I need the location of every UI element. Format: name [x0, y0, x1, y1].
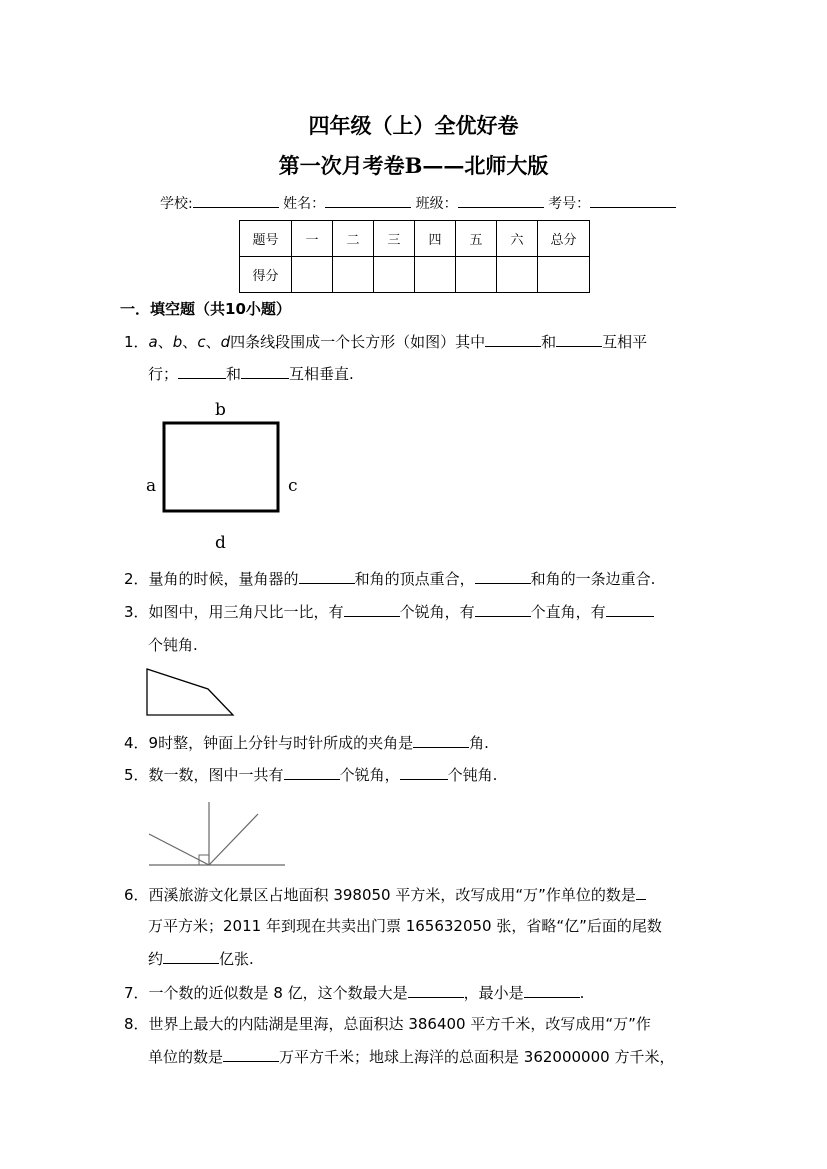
score-header-cell: 一 — [292, 221, 333, 257]
separator: 、 — [157, 333, 173, 351]
question-7 — [124, 981, 584, 1004]
question-text: 亿张. — [219, 950, 254, 968]
question-3-line-2 — [124, 634, 198, 656]
question-text: 约 — [148, 950, 164, 968]
label-a: a — [146, 476, 157, 496]
left-ray — [149, 834, 209, 865]
question-text: 量角的时候，量角器的 — [148, 570, 299, 588]
question-number: 7． — [124, 984, 149, 1002]
question-text: 9时整，钟面上分针与时针所成的夹角是 — [148, 734, 414, 752]
question-text: 和角的一条边重合. — [530, 570, 656, 588]
score-header-cell: 题号 — [240, 221, 292, 257]
trapezoid-figure — [140, 665, 250, 720]
question-text: 数一数，图中一共有 — [148, 766, 284, 784]
var-c: c — [197, 333, 206, 351]
question-1-line-2 — [124, 362, 354, 385]
question-text: 个锐角， — [339, 766, 400, 784]
exam-title: 四年级（上）全优好卷 — [308, 113, 519, 138]
answer-blank[interactable] — [163, 947, 219, 964]
answer-blank[interactable] — [606, 600, 654, 617]
answer-blank[interactable] — [241, 362, 289, 379]
score-table — [239, 220, 590, 293]
question-number: 4． — [124, 734, 149, 752]
answer-blank[interactable] — [344, 600, 400, 617]
score-cell[interactable] — [497, 257, 538, 293]
score-cell[interactable] — [333, 257, 374, 293]
class-blank[interactable] — [458, 193, 544, 208]
question-text: 个钝角. — [148, 636, 198, 654]
score-header-cell: 总分 — [538, 221, 590, 257]
score-header-cell: 四 — [415, 221, 456, 257]
answer-blank[interactable] — [556, 330, 602, 347]
question-text: 单位的数是 — [148, 1048, 224, 1066]
question-text: . — [579, 984, 585, 1002]
question-4 — [124, 731, 489, 754]
question-number: 1． — [124, 333, 149, 351]
question-text: 一个数的近似数是 8 亿，这个数最大是 — [148, 984, 408, 1002]
question-number: 8． — [124, 1015, 149, 1033]
rectangle-shape — [164, 423, 278, 511]
question-8-line-2 — [124, 1045, 674, 1068]
question-text: 西溪旅游文化景区占地面积 398050 平方米，改写成用“万”作单位的数是 — [148, 886, 636, 904]
score-cell[interactable] — [292, 257, 333, 293]
student-info-line — [160, 193, 676, 213]
question-6-line-3 — [124, 947, 254, 970]
question-text: 如图中，用三角尺比一比，有 — [148, 603, 344, 621]
question-number: 6． — [124, 886, 149, 904]
score-header-cell: 六 — [497, 221, 538, 257]
question-text: 个锐角，有 — [399, 603, 475, 621]
var-d: d — [220, 333, 231, 351]
question-8-line-1 — [124, 1013, 651, 1035]
answer-blank[interactable] — [299, 567, 355, 584]
score-cell[interactable] — [374, 257, 415, 293]
answer-blank[interactable] — [475, 567, 531, 584]
number-blank[interactable] — [590, 193, 676, 208]
question-number: 5． — [124, 766, 149, 784]
school-label: 学校: — [160, 196, 193, 212]
school-blank[interactable] — [193, 193, 279, 208]
score-table-score-row — [240, 257, 590, 293]
score-row-label: 得分 — [240, 257, 292, 293]
var-a: a — [148, 333, 158, 351]
angles-figure — [145, 798, 290, 870]
score-header-cell: 五 — [456, 221, 497, 257]
question-number: 2． — [124, 570, 149, 588]
var-b: b — [172, 333, 183, 351]
label-b: b — [215, 400, 226, 420]
question-text: 行； — [148, 365, 179, 383]
question-text: 个钝角. — [447, 766, 498, 784]
question-5 — [124, 763, 497, 786]
answer-blank[interactable] — [400, 763, 448, 780]
question-text: 和 — [226, 365, 242, 383]
score-header-cell: 三 — [374, 221, 415, 257]
question-2 — [124, 567, 655, 590]
angles-diagram — [145, 798, 290, 870]
class-label: 班级： — [415, 196, 458, 212]
trapezoid-shape — [147, 669, 233, 715]
separator: 、 — [205, 333, 221, 351]
answer-blank[interactable] — [413, 731, 469, 748]
score-cell[interactable] — [538, 257, 590, 293]
answer-blank[interactable] — [524, 981, 580, 998]
answer-blank[interactable] — [178, 362, 226, 379]
question-text: 万平方千米；地球上海洋的总面积是 362000000 方千米， — [279, 1048, 675, 1066]
label-c: c — [288, 476, 298, 496]
question-text: 互相平 — [602, 333, 648, 351]
answer-blank[interactable] — [475, 600, 531, 617]
question-number: 3． — [124, 603, 149, 621]
trapezoid-diagram — [140, 665, 250, 720]
score-cell[interactable] — [456, 257, 497, 293]
section-title: 一．填空题（共10小题） — [120, 300, 291, 318]
question-3-line-1 — [124, 600, 654, 623]
name-blank[interactable] — [325, 193, 411, 208]
question-6-line-1 — [124, 883, 646, 906]
number-label: 考号： — [548, 196, 591, 212]
question-6-line-2 — [124, 915, 662, 937]
question-text: ，最小是 — [463, 984, 524, 1002]
question-text: 互相垂直. — [289, 365, 354, 383]
question-text: 四条线段围成一个长方形（如图）其中 — [230, 333, 486, 351]
answer-blank[interactable] — [284, 763, 340, 780]
question-text: 角. — [469, 734, 489, 752]
question-text: 和 — [541, 333, 557, 351]
score-header-cell: 二 — [333, 221, 374, 257]
question-text: 个直角，有 — [530, 603, 606, 621]
exam-subtitle: 第一次月考卷B——北师大版 — [278, 153, 549, 178]
answer-blank[interactable] — [408, 981, 464, 998]
question-text: 世界上最大的内陆湖是里海，总面积达 386400 平方千米，改写成用“万”作 — [148, 1015, 651, 1033]
answer-blank[interactable] — [636, 883, 646, 900]
question-1-line-1 — [124, 330, 647, 353]
score-table-header-row — [240, 221, 590, 257]
answer-blank[interactable] — [485, 330, 541, 347]
question-text: 万平方米；2011 年到现在共卖出门票 165632050 张，省略“亿”后面的尾数 — [148, 917, 662, 935]
label-d: d — [215, 533, 226, 553]
name-label: 姓名： — [283, 196, 326, 212]
rectangle-figure — [140, 395, 310, 555]
right-ray — [209, 814, 258, 865]
score-cell[interactable] — [415, 257, 456, 293]
question-text: 和角的顶点重合， — [354, 570, 475, 588]
answer-blank[interactable] — [223, 1045, 279, 1062]
separator: 、 — [182, 333, 198, 351]
